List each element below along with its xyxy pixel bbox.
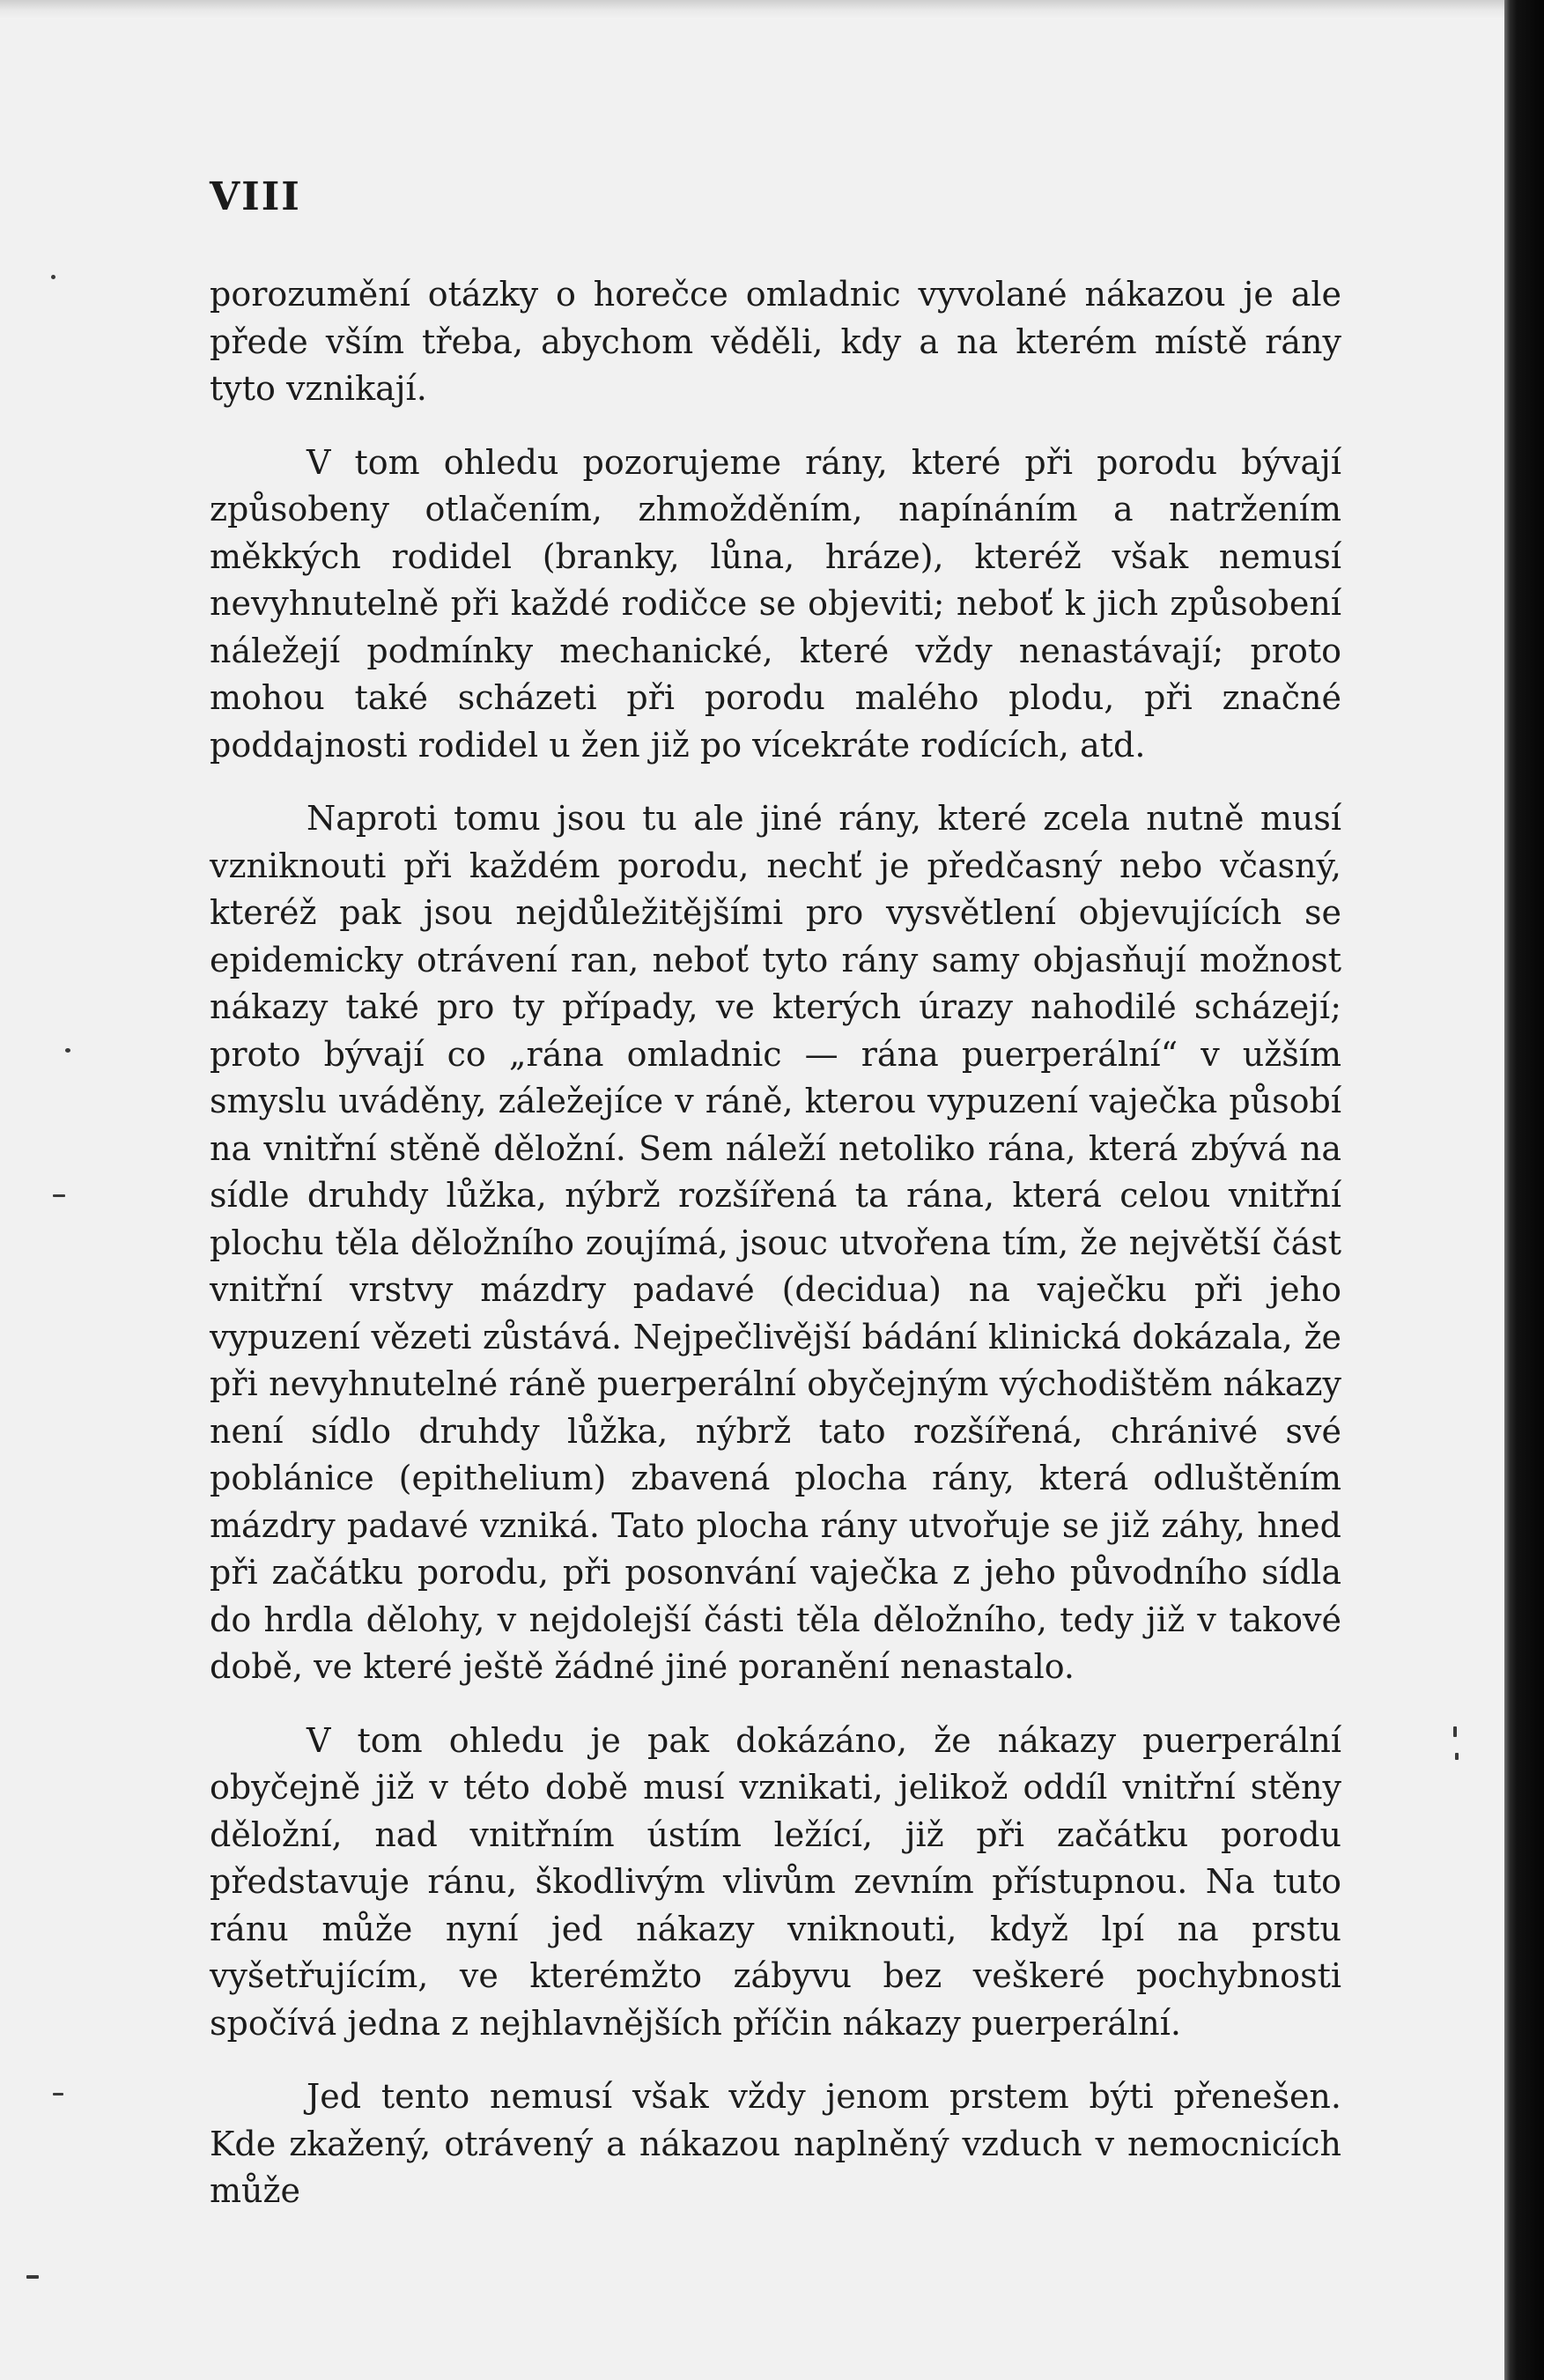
paragraph-3: Naproti tomu jsou tu ale jiné rány, které zcela nutně musí vzniknouti při každém porodu, nechť je předčasný nebo včasný, kteréž pak jsou nejdůležitějšími pro vysvětlení objevujících se epidemicky otrávení ran, neboť tyto rány samy objasňují možnost nákazy také pro ty případy, ve kterých úrazy nahodilé scházejí; proto bývají co „rána omladnic — rána puerperální“ v užším smyslu uváděny, záležejíce v ráně, kterou vypuzení vaječka působí na vnitřní stěně děložní. Sem náleží netoliko rána, která zbývá na sídle druhdy lůžka, nýbrž rozšířená ta rána, která celou vnitřní plochu těla děložního zoujímá, jsouc utvořena tím, že největší část vnitřní vrstvy mázdry padavé (decidua) na vaječku při jeho vypuzení vězeti zůstává. Nejpečlivější bádání klinická dokázala, že při nevyhnutelné ráně puerperální obyčejným východištěm nákazy není sídlo druhdy lůžka, nýbrž tato rozšířená, chránivé své poblánice (epithelium) zbavená plocha rány, která odluštěním mázdry padavé vzniká. Tato plocha rány utvořuje se již záhy, hned při začátku porodu, při posonvání vaječka z jeho původního sídla do hrdla dělohy, v nejdolejší části těla děložního, tedy již v takové době, ve které ještě žádné jiné poranění nenastalo. xyxy=(210,799,1341,1686)
paragraph-4: V tom ohledu je pak dokázáno, že nákazy puerperální obyčejně již v této době musí vznikati, jelikož oddíl vnitřní stěny děložní, nad vnitřním ústím ležící, již při začátku porodu představuje ránu, škodlivým vlivům zevním přístupnou. Na tuto ránu může nyní jed nákazy vniknouti, když lpí na prstu vyšetřujícím, ve kterémžto zábyvu bez veškeré pochybnosti spočívá jedna z nejhlavnějších příčin nákazy puerperální. xyxy=(210,1720,1341,2043)
page-number: VIII xyxy=(210,174,301,219)
scan-top-shadow xyxy=(0,0,1504,19)
scan-speck xyxy=(53,1194,65,1197)
paragraph-1: porozumění otázky o horečce omladnic vyvolané nákazou je ale přede vším třeba, abychom věděli, kdy a na kterém místě rány tyto vznikají. xyxy=(210,275,1341,408)
scan-speck xyxy=(51,275,55,279)
scan-speck xyxy=(53,2093,63,2095)
paragraph-2: V tom ohledu pozorujeme rány, které při porodu bývají způsobeny otlačením, zhmožděním, napínáním a natržením měkkých rodidel (branky, lůna, hráze), kteréž však nemusí nevyhnutelně při každé rodičce se objeviti; neboť k jich způsobení náležejí podmínky mechanické, které vždy nenastávají; proto mohou také scházeti při porodu malého plodu, při značné poddajnosti rodidel u žen již po vícekráte rodících, atd. xyxy=(210,442,1341,765)
scan-speck xyxy=(26,2275,39,2279)
scan-speck xyxy=(1453,1726,1457,1737)
body-text xyxy=(210,271,1341,2215)
paragraph-5: Jed tento nemusí však vždy jenom prstem býti přenešen. Kde zkažený, otrávený a nákazou naplněný vzduch v nemocnicích může xyxy=(210,2077,1341,2210)
scan-speck xyxy=(65,1048,70,1053)
scan-speck xyxy=(1455,1753,1459,1760)
scan-edge-shadow xyxy=(1504,0,1544,2380)
